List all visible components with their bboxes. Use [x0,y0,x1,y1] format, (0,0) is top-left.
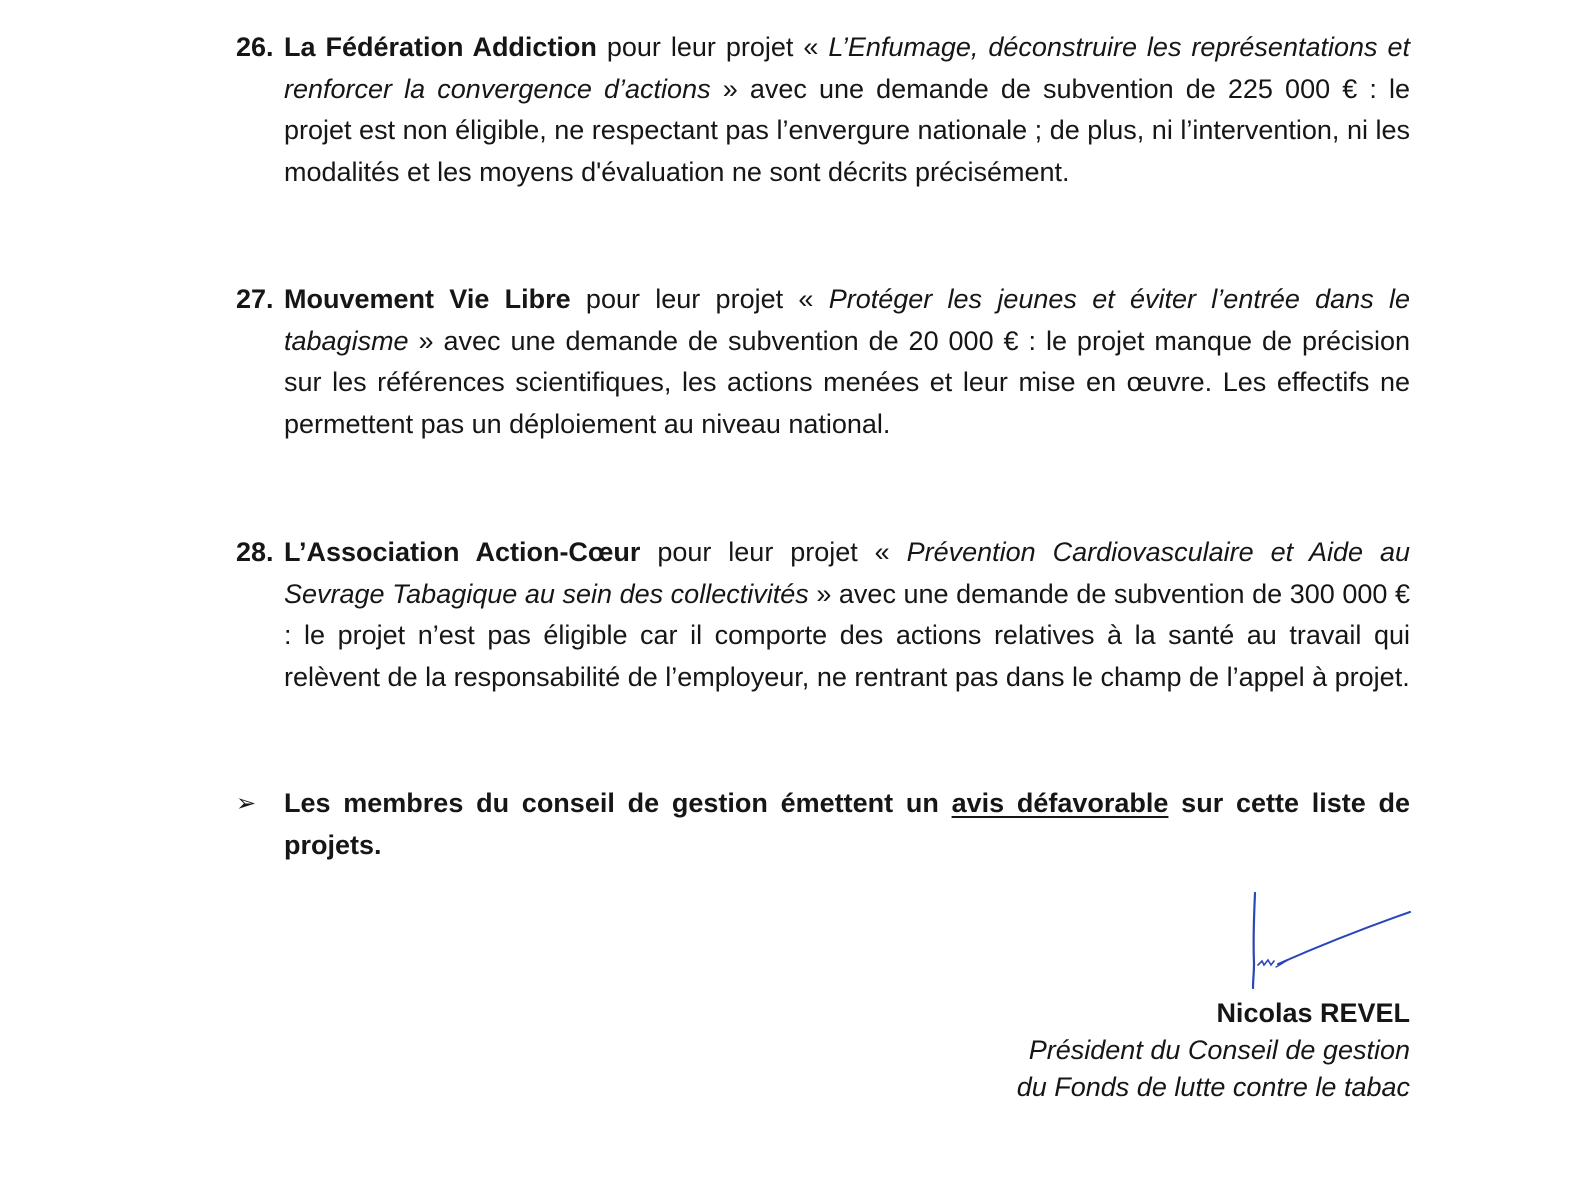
list-item-27 [236,279,1410,445]
organization-name: Mouvement Vie Libre [284,284,571,314]
text-fragment: » avec une demande de subvention de 20 000 € : le projet manque de précision sur les références scientifiques, les actions menées et leur mise en œuvre. Les effectifs ne permettent pas un déploiement au niveau national. [284,325,1410,439]
signature-block [1017,995,1410,1106]
signatory-role: Président du Conseil de gestion [1028,1035,1410,1065]
text-fragment: pour leur projet « [570,284,829,314]
project-title: Prévention Cardiovasculaire et Aide au Sevrage Tabagique au sein des collectivités [284,537,1410,609]
underlined-verdict: avis défavorable [951,788,1169,818]
arrow-bullet-icon: ➢ [236,790,257,817]
item-text [284,532,1410,698]
item-text [284,27,1410,193]
signatory-name: Nicolas REVEL [1216,998,1410,1028]
project-title: L’Enfumage, déconstruire les représentations et renforcer la convergence d’actions [284,32,1410,104]
organization-name: L’Association Action-Cœur [284,537,641,567]
text-fragment: pour leur projet « [596,32,829,62]
text-fragment: sur cette liste de projets. [284,788,1410,860]
item-text [284,279,1410,445]
handwritten-signature [1240,885,1420,995]
list-item-26 [236,27,1410,193]
item-number: 26. [236,32,274,62]
organization-name: La Fédération Addiction [284,32,597,62]
list-item-28 [236,532,1410,698]
conclusion-text [284,783,1410,866]
project-title: Protéger les jeunes et éviter l’entrée dans le tabagisme [284,284,1410,356]
conclusion-statement [236,783,1410,866]
text-fragment: Les membres du conseil de gestion émettent un [284,788,952,818]
item-number: 28. [236,537,274,567]
text-fragment: » avec une demande de subvention de 300 000 € : le projet n’est pas éligible car il comporte des actions relatives à la santé au travail qui relèvent de la responsabilité de l’employeur, ne rentrant pas dans le champ de l’appel à projet. [284,578,1410,692]
text-fragment: » avec une demande de subvention de 225 000 € : le projet est non éligible, ne respectant pas l’envergure nationale ; de plus, ni l’intervention, ni les modalités et les moyens d'évaluation ne sont décrits précisément. [284,73,1410,187]
signatory-role: du Fonds de lutte contre le tabac [1016,1072,1410,1102]
text-fragment: pour leur projet « [640,537,907,567]
item-number: 27. [236,284,274,314]
